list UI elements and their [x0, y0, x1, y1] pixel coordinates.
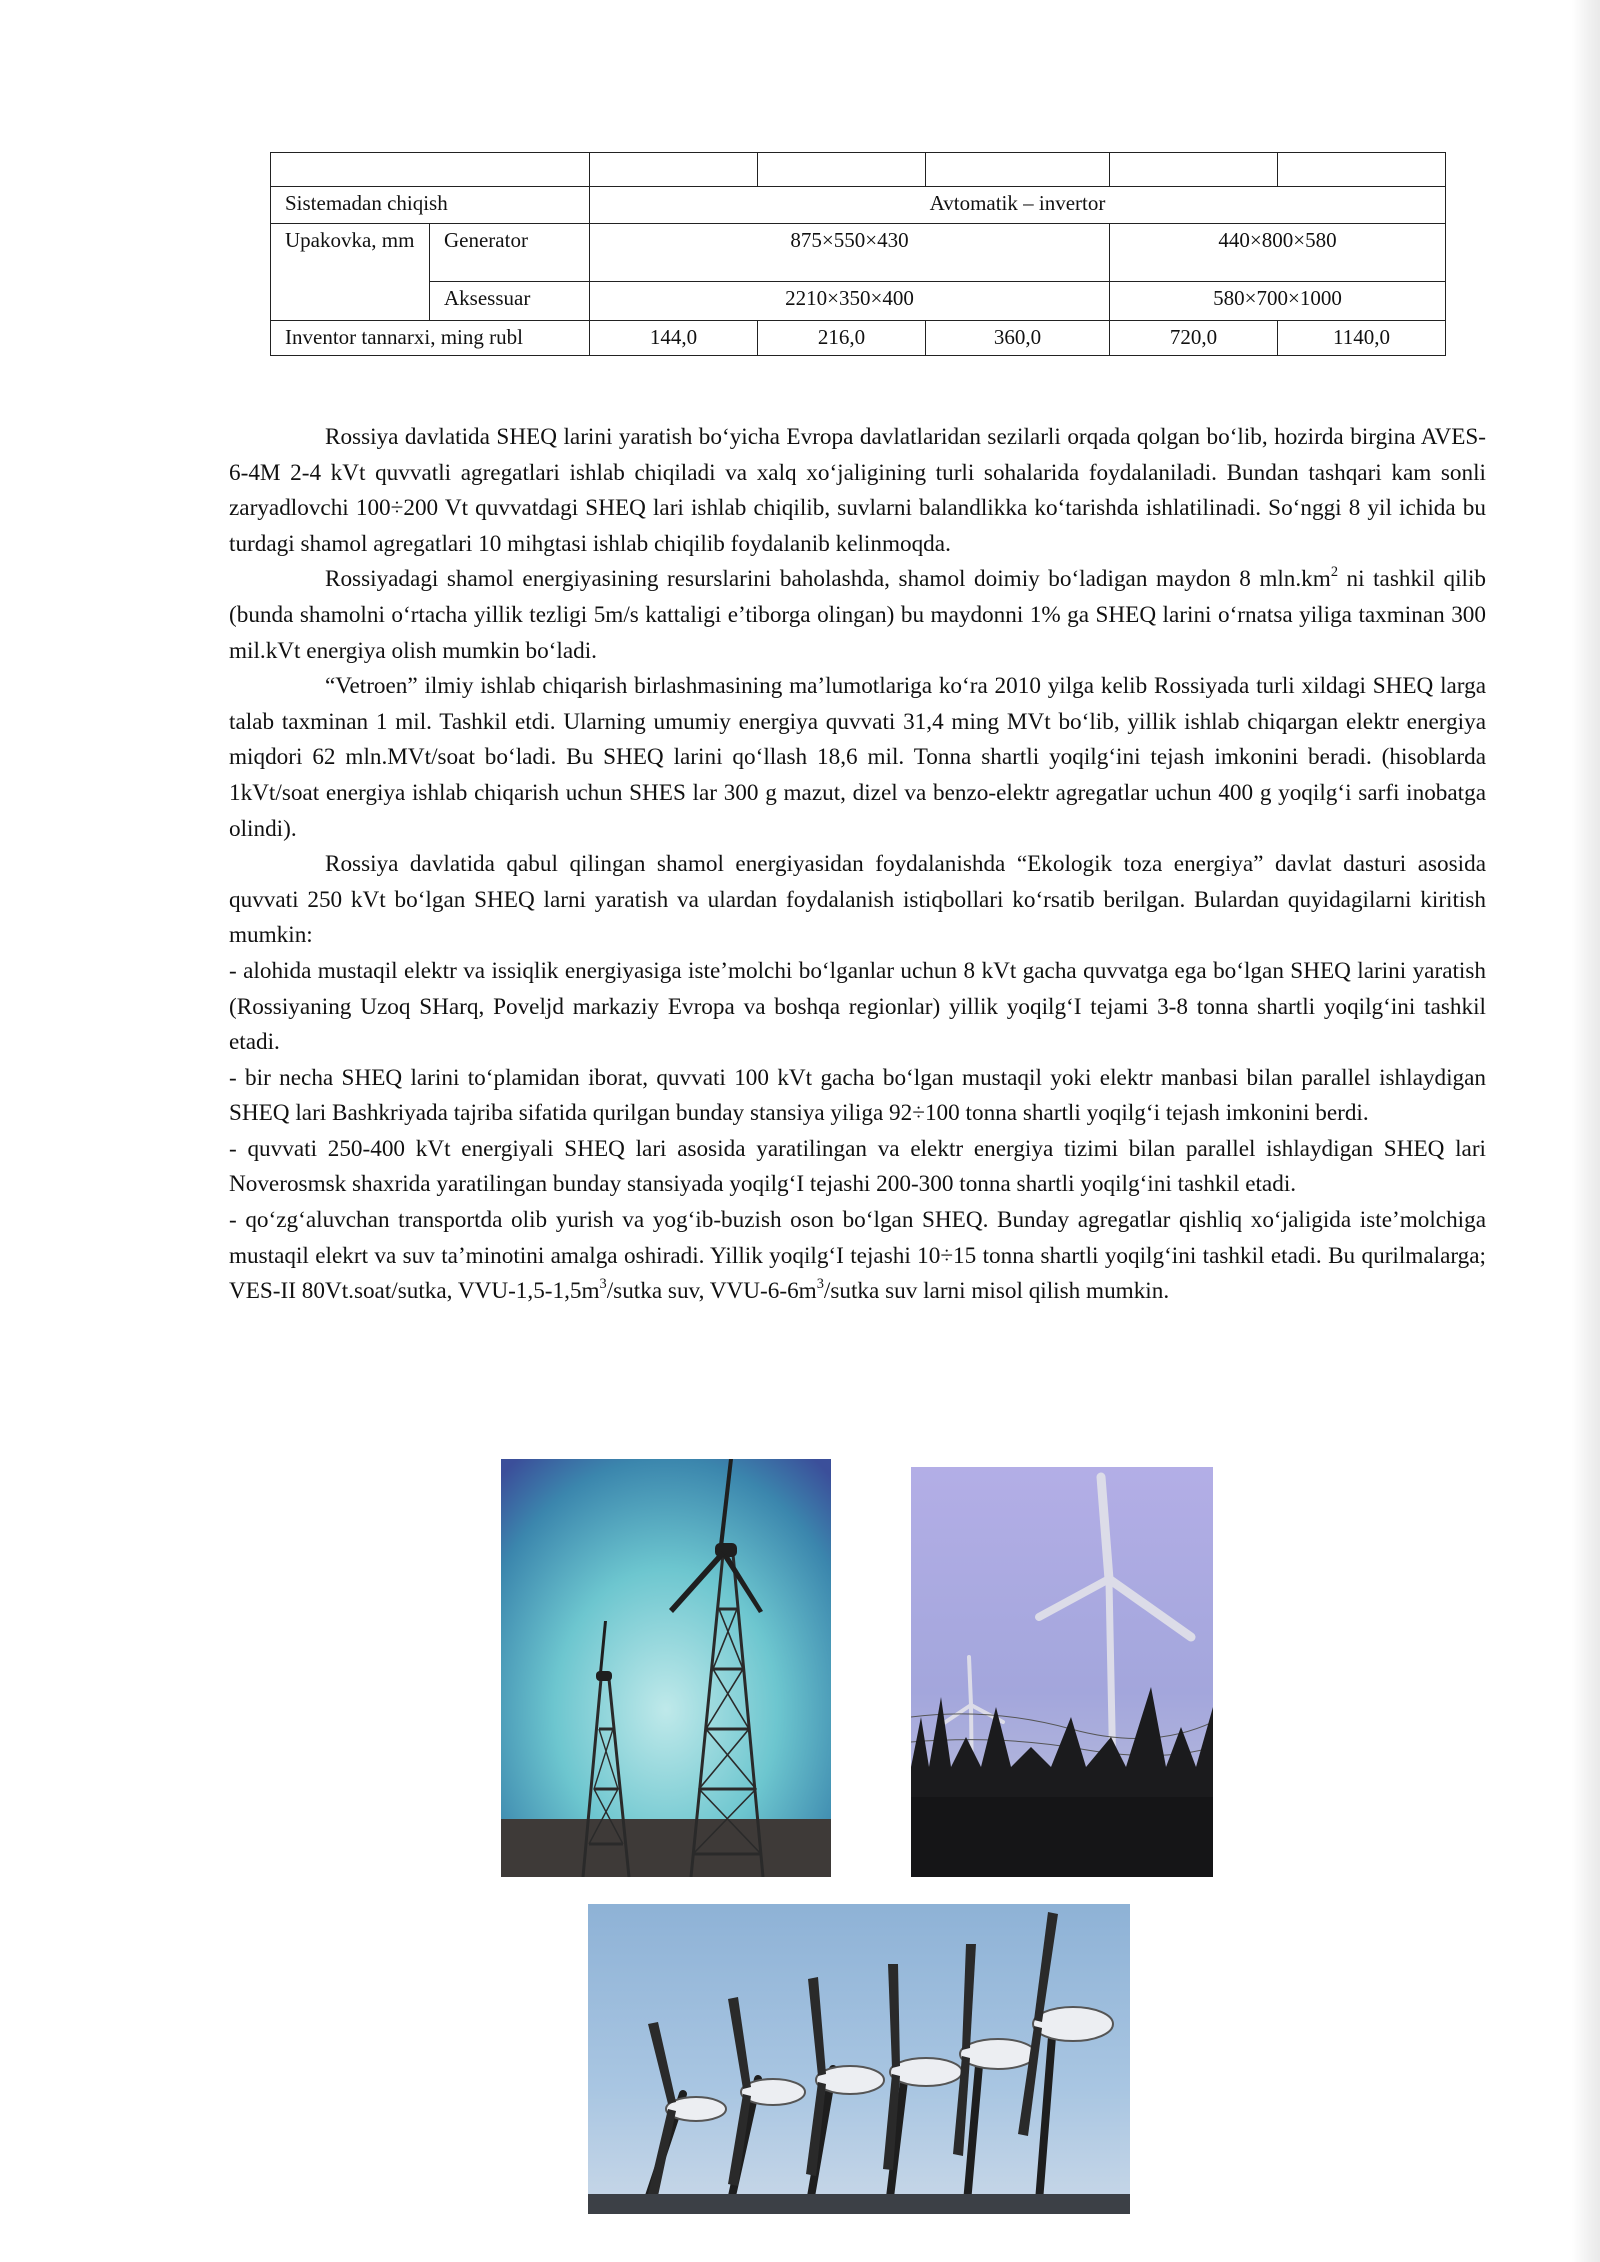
table-row-label-package: Upakovka, mm: [271, 224, 430, 321]
list-item: - alohida mustaqil elektr va issiqlik energiyasiga iste’molchi bo‘lganlar uchun 8 kVt gacha quvvatga ega bo‘lgan SHEQ larini yaratish (Rossiyaning Uzoq SHarq, Poveljd markaziy Evropa va boshqa regionlar) yillik yoqilg‘I tejami 3-8 tonna shartli yoqilg‘ini tashkil etadi.: [229, 957, 1486, 1056]
table-cell-accessory-size-2: 580×700×1000: [1110, 282, 1446, 321]
paragraph: Rossiya davlatida qabul qilingan shamol energiyasidan foydalanishda “Ekologik toza energiya” davlat dasturi asosida quvvati 250 kVt bo‘lgan SHEQ larni yaratish va ulardan foydalanish istiqbollari ko‘rsatib berilgan. Bulardan quyidagilarni kiritish mumkin:: [229, 851, 1486, 949]
small-wind-turbines-row-photo: [588, 1904, 1130, 2214]
table-row-accessory: [271, 282, 1446, 321]
table-row-label: Inventor tannarxi, ming rubl: [271, 321, 590, 356]
list-item: - bir necha SHEQ larini to‘plamidan iborat, quvvati 100 kVt gacha bo‘lgan mustaqil yoki elektr manbasi bilan parallel ishlaydigan SHEQ lari Bashkriyada tajriba sifatida qurilgan bunday stansiya yiliga 92÷100 tonna shartli yoqilg‘i tejash imkonini berdi.: [229, 1064, 1486, 1127]
table-cell-empty: [1278, 153, 1446, 187]
table-row-top-blank: [271, 153, 1446, 187]
list-item: - quvvati 250-400 kVt energiyali SHEQ lari asosida yaratilingan va elektr energiya tizimi bilan parallel ishlaydigan SHEQ lari Noverosmsk shaxrida yaratilingan bunday stansiyada yoqilg‘I tejashi 200-300 tonna shartli yoqilg‘ini tashkil etadi.: [229, 1135, 1486, 1198]
wind-turbines-field-photo: [911, 1467, 1213, 1877]
table-row-cost: [271, 321, 1446, 356]
table-cell-accessory-size-1: 2210×350×400: [590, 282, 1110, 321]
table-cell-cost: 216,0: [758, 321, 926, 356]
wind-turbine-towers-photo: [501, 1459, 831, 1877]
table-cell-output-value: Avtomatik – invertor: [590, 187, 1446, 224]
table-cell-empty: [271, 153, 590, 187]
table-cell-empty: [1110, 153, 1278, 187]
paragraph: Rossiyadagi shamol energiyasining resurslarini baholashda, shamol doimiy bo‘ladigan maydon 8 $mln.km^2$ ni tashkil qilib (bunda shamolni o‘rtacha yillik tezligi 5m/s kattaligi e’tiborga olingan) bu maydonni 1% ga SHEQ larini o‘rnatsa yiliga taxminan 300 mil.kVt energiya olish mumkin bo‘ladi.: [229, 564, 1486, 664]
table-cell-empty: [926, 153, 1110, 187]
table-cell-generator-label: Generator: [430, 224, 590, 282]
page-edge-shadow: [1572, 0, 1600, 2262]
table-cell-empty: [590, 153, 758, 187]
paragraph: “Vetroen” ilmiy ishlab chiqarish birlashmasining ma’lumotlariga ko‘ra 2010 yilga kelib Rossiyada turli xildagi SHEQ larga talab taxminan 1 mil. Tashkil etdi. Ularning umumiy energiya quvvati 31,4 ming MVt bo‘lib, yillik ishlab chiqargan elektr energiya miqdori 62 mln.MVt/soat bo‘ladi. Bu SHEQ larini qo‘llash 18,6 mil. Tonna shartli yoqilg‘ini tejash imkonini beradi. (hisoblarda 1kVt/soat energiya ishlab chiqarish uchun SHES lar 300 g mazut, dizel va benzo-elektr agregatlar uchun 400 g yoqilg‘i sarfi inobatga olindi).: [229, 673, 1486, 842]
list-item: - qo‘zg‘aluvchan transportda olib yurish va yog‘ib-buzish oson bo‘lgan SHEQ. Bunday agregatlar qishliq xo‘jaligida iste’molchiga mustaqil elekrt va suv ta’minotini amalga oshiradi. Yillik yoqilg‘I tejashi 10÷15 tonna shartli yoqilg‘ini tashkil etadi. Bu qurilmalarga; VES-II 80Vt.soat/sutka, VVU-$1,5-1,5m^3$/sutka suv, VVU-$6-6m^3$/sutka suv larni misol qilish mumkin.: [229, 1207, 1486, 1305]
body-text: [229, 420, 1486, 1310]
table-cell-cost: 360,0: [926, 321, 1110, 356]
table-cell-generator-size-1: 875×550×430: [590, 224, 1110, 282]
table-row-generator: [271, 224, 1446, 282]
specification-table: [270, 152, 1446, 356]
table-row-label: Sistemadan chiqish: [271, 187, 590, 224]
table-row-output: [271, 187, 1446, 224]
table-cell-cost: 1140,0: [1278, 321, 1446, 356]
table-cell-generator-size-2: 440×800×580: [1110, 224, 1446, 282]
table-cell-cost: 720,0: [1110, 321, 1278, 356]
table-cell-empty: [758, 153, 926, 187]
paragraph: Rossiya davlatida SHEQ larini yaratish bo‘yicha Evropa davlatlaridan sezilarli orqada qolgan bo‘lib, hozirda birgina AVES-6-4M 2-4 kVt quvvatli agregatlari ishlab chiqiladi va xalq xo‘jaligining turli sohalarida foydalaniladi. Bundan tashqari kam sonli zaryadlovchi 100÷200 Vt quvvatdagi SHEQ lari ishlab chiqilib, suvlarni balandlikka ko‘tarishda ishlatilinadi. So‘nggi 8 yil ichida bu turdagi shamol agregatlari 10 mihgtasi ishlab chiqilib foydalanib kelinmoqda.: [229, 424, 1486, 557]
table-cell-accessory-label: Aksessuar: [430, 282, 590, 321]
table-cell-cost: 144,0: [590, 321, 758, 356]
